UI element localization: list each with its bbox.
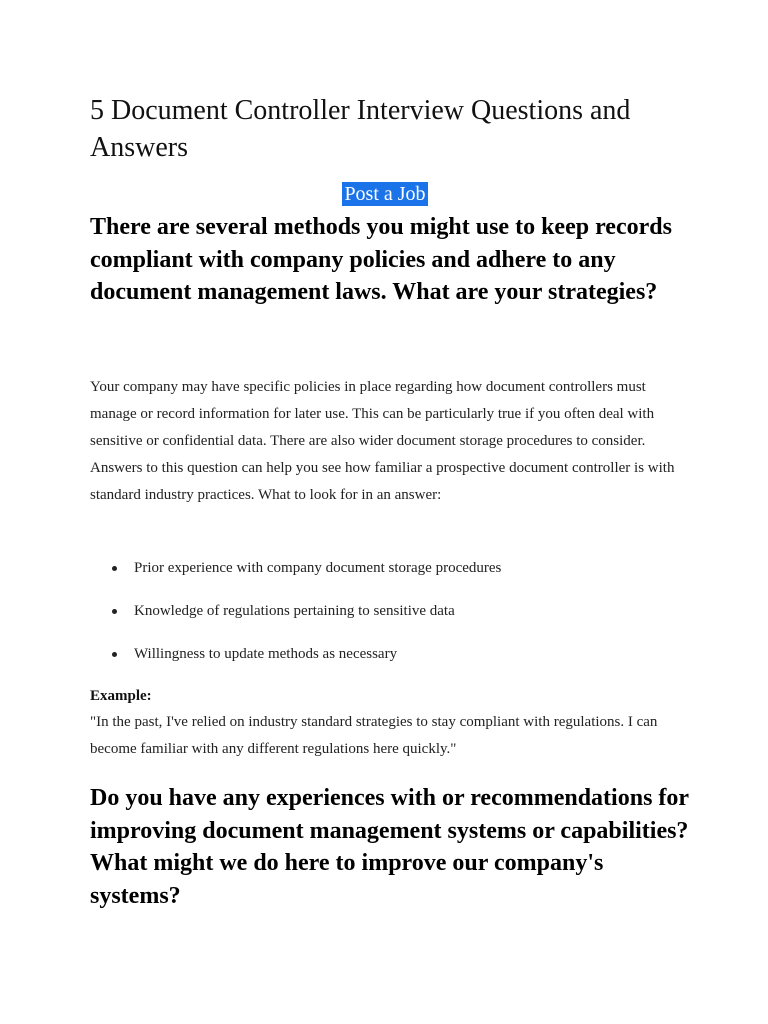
list-item — [112, 641, 672, 668]
bullet-icon — [112, 652, 117, 657]
post-job-link[interactable]: Post a Job — [344, 183, 426, 205]
bullet-icon — [112, 609, 117, 614]
question-2-heading: Do you have any experiences with or recommendations for improving document management systems or capabilities? What might we do here to improve our company's systems? — [90, 785, 689, 909]
list-item-text: Willingness to update methods as necessary — [134, 646, 398, 662]
example-answer-text: "In the past, I've relied on industry standard strategies to stay compliant with regulations. I can become familiar with any different regulations here quickly." — [90, 714, 658, 757]
question-1-heading: There are several methods you might use to keep records compliant with company policies and adhere to any document management laws. What are your strategies? — [90, 214, 672, 305]
list-item — [112, 555, 672, 582]
list-item-text: Prior experience with company document storage procedures — [134, 560, 502, 576]
post-job-container — [90, 182, 680, 206]
list-item — [112, 598, 672, 625]
list-item-text: Knowledge of regulations pertaining to sensitive data — [134, 603, 455, 619]
question-1-criteria-list — [112, 555, 672, 684]
bullet-icon — [112, 566, 117, 571]
example-label: Example: — [90, 688, 152, 704]
question-1-intro: Your company may have specific policies in place regarding how document controllers must manage or record information for later use. This can be particularly true if you often deal with sensitive or confidential data. There are also wider document storage procedures to consider. Answers to this question can help you see how familiar a prospective document controller is with standard industry practices. What to look for in an answer: — [90, 379, 675, 503]
document-title: 5 Document Controller Interview Questions and Answers — [90, 95, 631, 163]
